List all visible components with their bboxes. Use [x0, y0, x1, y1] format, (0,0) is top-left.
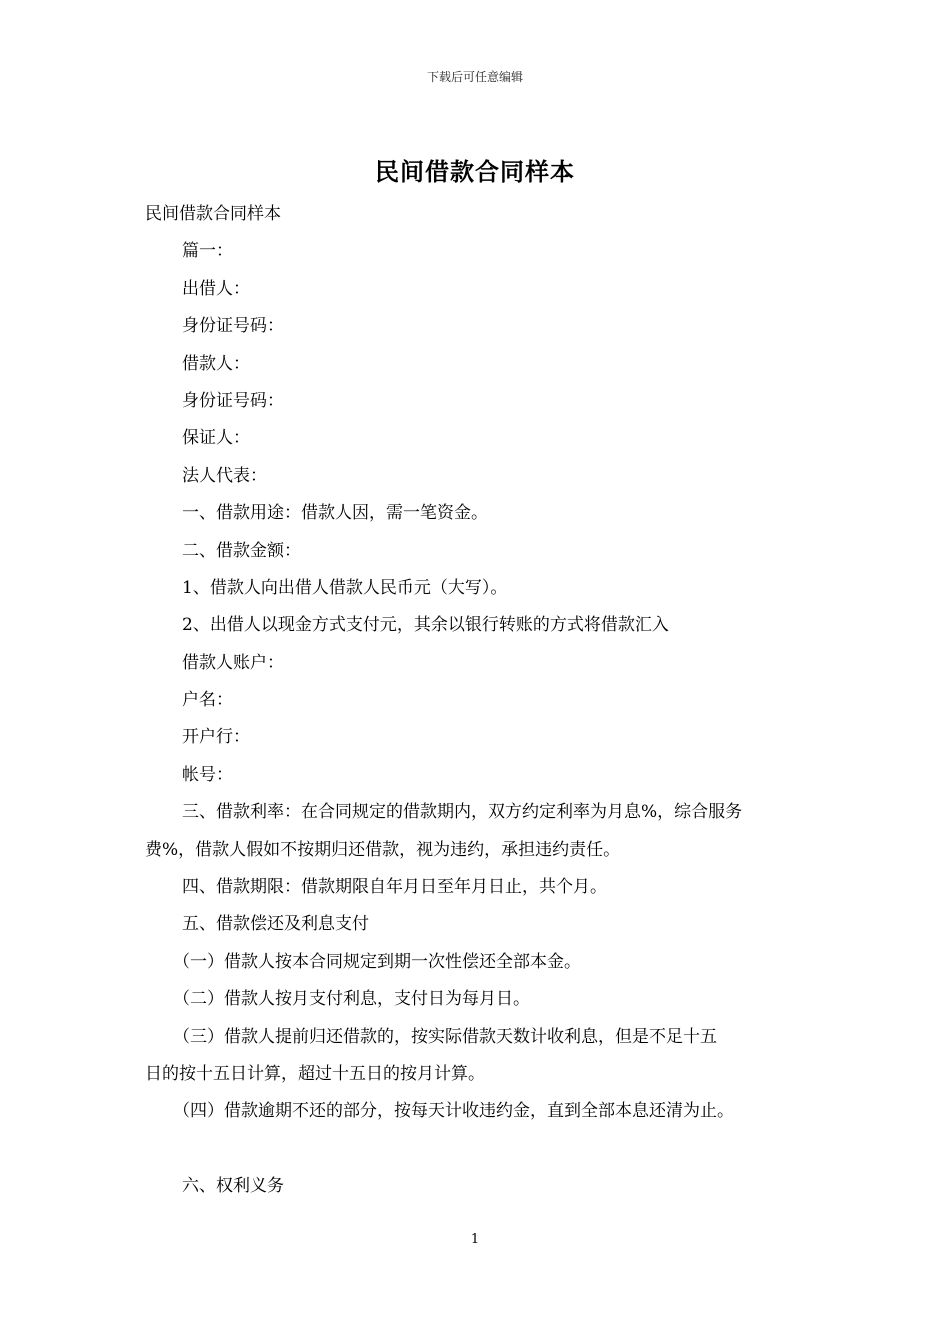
account-bank-field: 开户行： — [182, 727, 250, 748]
document-body — [145, 196, 815, 1206]
section-label: 篇一： — [182, 241, 233, 262]
subtitle-line: 民间借款合同样本 — [145, 204, 281, 224]
clause-amount-item-2: 2、出借人以现金方式支付元，其余以银行转账的方式将借款汇入 — [182, 615, 669, 636]
borrower-id-field: 身份证号码： — [182, 390, 284, 411]
page-number: 1 — [470, 1232, 480, 1247]
header-note: 下载后可任意编辑 — [426, 70, 523, 84]
lender-field: 出借人： — [182, 278, 250, 299]
legal-representative-field: 法人代表： — [182, 465, 267, 486]
clause-repayment-item-4: （四）借款逾期不还的部分，按每天计收违约金，直到全部本息还清为止。 — [173, 1101, 734, 1122]
guarantor-field: 保证人： — [182, 428, 250, 449]
clause-amount-item-1: 1、借款人向出借人借款人民币元（大写）。 — [182, 577, 508, 598]
clause-repayment-item-3-line-2: 日的按十五日计算，超过十五日的按月计算。 — [145, 1063, 485, 1084]
account-name-field: 户名： — [182, 690, 233, 711]
clause-repayment-item-2: （二）借款人按月支付利息，支付日为每月日。 — [173, 989, 530, 1010]
clause-term: 四、借款期限：借款期限自年月日至年月日止，共个月。 — [182, 877, 607, 898]
document-title: 民间借款合同样本 — [375, 157, 575, 186]
clause-purpose: 一、借款用途：借款人因，需一笔资金。 — [182, 503, 488, 524]
clause-repayment-heading: 五、借款偿还及利息支付 — [182, 914, 369, 935]
account-number-field: 帐号： — [182, 764, 233, 785]
clause-repayment-item-1: （一）借款人按本合同规定到期一次性偿还全部本金。 — [173, 951, 581, 972]
clause-amount-heading: 二、借款金额： — [182, 540, 301, 561]
lender-id-field: 身份证号码： — [182, 316, 284, 337]
borrower-account-label: 借款人账户： — [182, 652, 284, 673]
clause-interest-line-2: 费%，借款人假如不按期归还借款，视为违约，承担违约责任。 — [145, 839, 621, 860]
borrower-field: 借款人： — [182, 353, 250, 374]
clause-rights-heading: 六、权利义务 — [182, 1176, 284, 1197]
clause-interest-line-1: 三、借款利率：在合同规定的借款期内，双方约定利率为月息%，综合服务 — [182, 802, 743, 823]
clause-repayment-item-3-line-1: （三）借款人提前归还借款的，按实际借款天数计收利息，但是不足十五 — [173, 1026, 717, 1047]
paragraph-gap — [145, 1131, 815, 1168]
